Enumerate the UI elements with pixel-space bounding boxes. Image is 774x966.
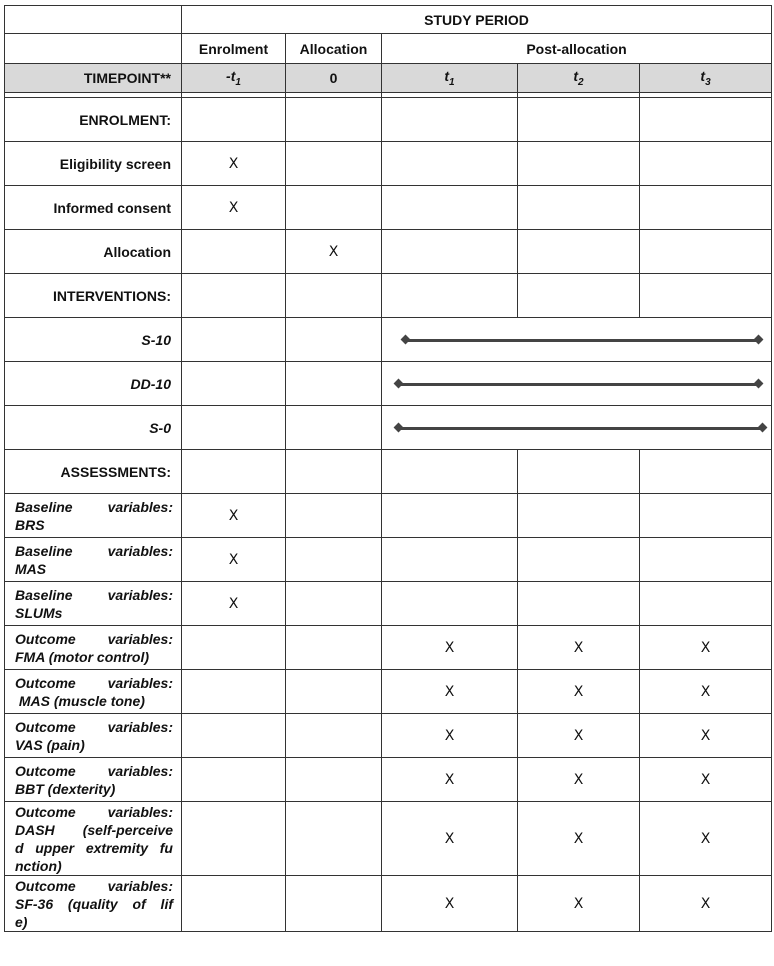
interventions-section-row: [5, 274, 772, 318]
intervention-label: S-10: [5, 318, 182, 362]
enrolment-header: Enrolment: [182, 34, 286, 64]
table-row: [5, 406, 772, 450]
x-mark: X: [382, 626, 518, 670]
x-mark: X: [382, 714, 518, 758]
table-row: [5, 538, 772, 582]
x-mark: X: [518, 802, 640, 876]
table-row: [5, 582, 772, 626]
outcome-variable-label: Outcome variables: SF-36 (quality of lif e): [5, 876, 182, 932]
x-mark: X: [382, 802, 518, 876]
line-start-marker: [394, 378, 404, 388]
x-mark: X: [182, 142, 286, 186]
line-end-marker: [754, 334, 764, 344]
study-period-row: [5, 6, 772, 34]
timepoint-row: [5, 64, 772, 93]
x-mark: X: [640, 876, 772, 932]
empty-phase-label-cell: [5, 34, 182, 64]
outcome-variable-label: Outcome variables: DASH (self-perceive d upper extremity fu nction): [5, 802, 182, 876]
table-row: [5, 758, 772, 802]
x-mark: [286, 142, 382, 186]
row-label: Eligibility screen: [5, 142, 182, 186]
intervention-label: S-0: [5, 406, 182, 450]
table-row: [5, 876, 772, 932]
timepoint-t2: $t_2$: [518, 64, 640, 93]
table-row: [5, 186, 772, 230]
x-mark: X: [182, 582, 286, 626]
baseline-variable-label: Baseline variables: MAS: [5, 538, 182, 582]
assessments-section-title: ASSESSMENTS:: [5, 450, 182, 494]
x-mark: X: [286, 230, 382, 274]
assessments-section-row: [5, 450, 772, 494]
table-row: [5, 230, 772, 274]
x-mark: X: [640, 714, 772, 758]
intervention-timeline: [382, 406, 772, 450]
x-mark: [182, 230, 286, 274]
row-label: Informed consent: [5, 186, 182, 230]
x-mark: [286, 186, 382, 230]
timepoint-label: TIMEPOINT**: [5, 64, 182, 93]
table-row: [5, 714, 772, 758]
timepoint-enrolment: $-t_1$: [182, 64, 286, 93]
x-mark: X: [518, 876, 640, 932]
x-mark: X: [640, 626, 772, 670]
timepoint-t3: $t_3$: [640, 64, 772, 93]
table-row: [5, 142, 772, 186]
x-mark: X: [518, 626, 640, 670]
intervention-timeline: [382, 318, 772, 362]
spirit-schedule-table: [4, 5, 772, 932]
line-end-marker: [754, 378, 764, 388]
x-mark: X: [382, 758, 518, 802]
outcome-variable-label: Outcome variables: BBT (dexterity): [5, 758, 182, 802]
line-start-marker: [401, 334, 411, 344]
table-row: [5, 362, 772, 406]
intervention-duration-line: [398, 427, 763, 430]
post-allocation-header: Post-allocation: [382, 34, 772, 64]
x-mark: X: [640, 670, 772, 714]
x-mark: X: [382, 670, 518, 714]
empty-corner-cell: [5, 6, 182, 34]
table-row: [5, 494, 772, 538]
enrolment-section-row: [5, 98, 772, 142]
baseline-variable-label: Baseline variables: SLUMs: [5, 582, 182, 626]
phase-row: [5, 34, 772, 64]
x-mark: X: [518, 670, 640, 714]
timepoint-allocation: 0: [286, 64, 382, 93]
table-row: [5, 318, 772, 362]
x-mark: X: [640, 758, 772, 802]
x-mark: X: [518, 758, 640, 802]
line-end-marker: [758, 422, 768, 432]
study-period-header: STUDY PERIOD: [182, 6, 772, 34]
enrolment-section-title: ENROLMENT:: [5, 98, 182, 142]
interventions-section-title: INTERVENTIONS:: [5, 274, 182, 318]
timepoint-t1: $t_1$: [382, 64, 518, 93]
outcome-variable-label: Outcome variables: FMA (motor control): [5, 626, 182, 670]
line-start-marker: [394, 422, 404, 432]
intervention-timeline: [382, 362, 772, 406]
intervention-duration-line: [405, 339, 759, 342]
outcome-variable-label: Outcome variables: VAS (pain): [5, 714, 182, 758]
x-mark: X: [182, 538, 286, 582]
baseline-variable-label: Baseline variables: BRS: [5, 494, 182, 538]
x-mark: X: [182, 186, 286, 230]
x-mark: X: [382, 876, 518, 932]
table-row: [5, 802, 772, 876]
x-mark: X: [182, 494, 286, 538]
table-row: [5, 670, 772, 714]
intervention-label: DD-10: [5, 362, 182, 406]
x-mark: X: [518, 714, 640, 758]
x-mark: X: [640, 802, 772, 876]
intervention-duration-line: [398, 383, 759, 386]
outcome-variable-label: Outcome variables: MAS (muscle tone): [5, 670, 182, 714]
row-label: Allocation: [5, 230, 182, 274]
table-row: [5, 626, 772, 670]
allocation-header: Allocation: [286, 34, 382, 64]
